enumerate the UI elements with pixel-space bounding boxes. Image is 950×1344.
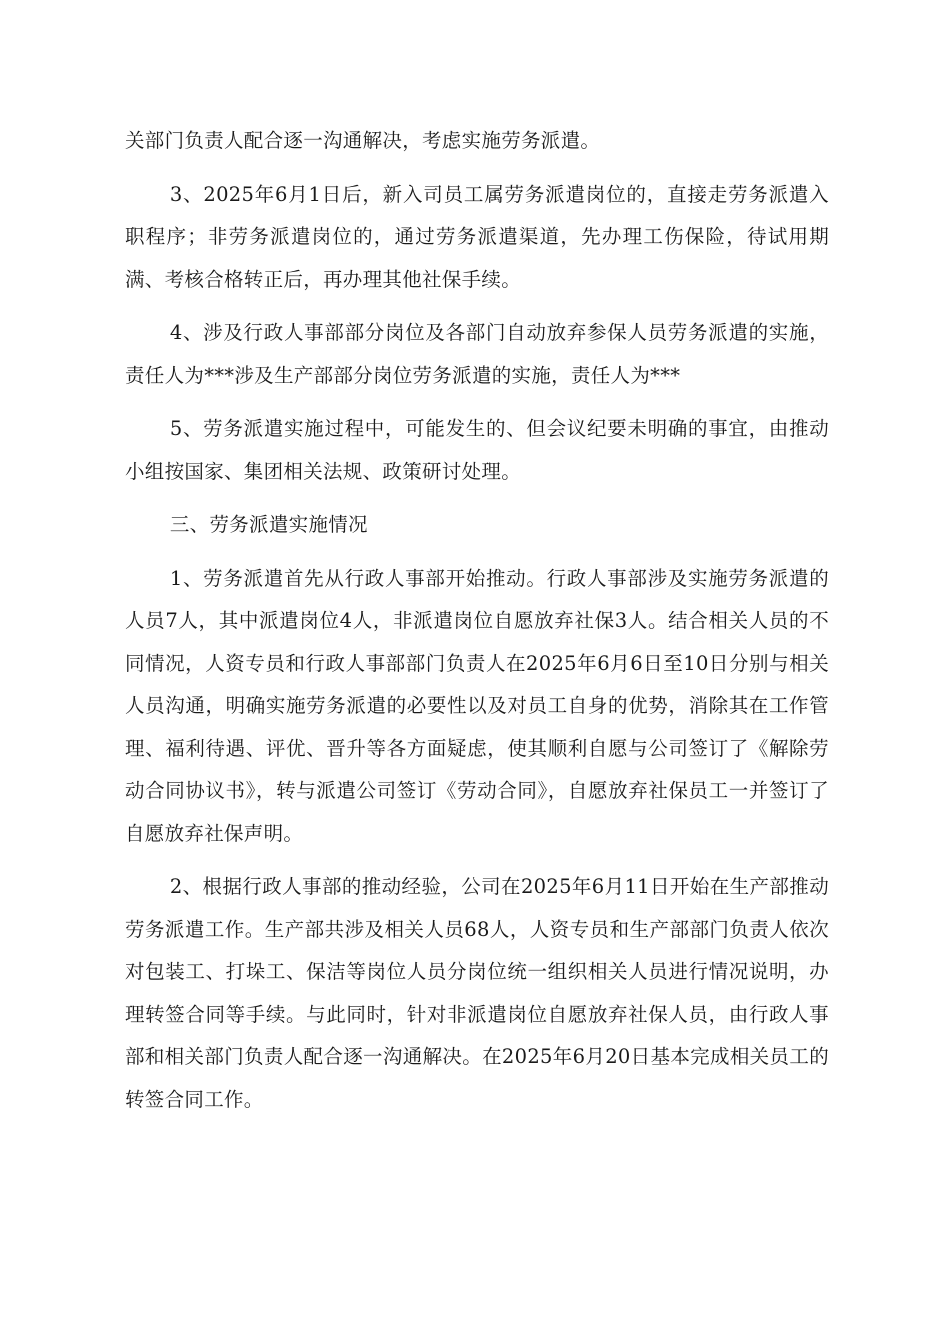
document-body <box>125 120 829 1121</box>
paragraph-section-item-2: 2、根据行政人事部的推动经验，公司在2025年6月11日开始在生产部推动劳务派遣工作。生产部共涉及相关人员68人，人资专员和生产部部门负责人依次对包装工、打垛工、保洁等岗位人员分岗位统一组织相关人员进行情况说明，办理转签合同等手续。与此同时，针对非派遣岗位自愿放弃社保人员，由行政人事部和相关部门负责人配合逐一沟通解决。在2025年6月20日基本完成相关员工的转签合同工作。 <box>125 875 829 1111</box>
paragraph-item-3: 3、2025年6月1日后，新入司员工属劳务派遣岗位的，直接走劳务派遣入职程序；非劳务派遣岗位的，通过劳务派遣渠道，先办理工伤保险，待试用期满、考核合格转正后，再办理其他社保手续。 <box>125 182 829 291</box>
paragraph-continuation: 关部门负责人配合逐一沟通解决，考虑实施劳务派遣。 <box>125 129 601 152</box>
section-heading: 三、劳务派遣实施情况 <box>169 513 368 536</box>
paragraph-item-5: 5、劳务派遣实施过程中，可能发生的、但会议纪要未明确的事宜，由推动小组按国家、集团相关法规、政策研讨处理。 <box>125 417 829 483</box>
paragraph-item-4: 4、涉及行政人事部部分岗位及各部门自动放弃参保人员劳务派遣的实施，责任人为***涉及生产部部分岗位劳务派遣的实施，责任人为*** <box>125 321 829 387</box>
paragraph-section-item-1: 1、劳务派遣首先从行政人事部开始推动。行政人事部涉及实施劳务派遣的人员7人，其中派遣岗位4人，非派遣岗位自愿放弃社保3人。结合相关人员的不同情况，人资专员和行政人事部部门负责人在2025年6月6日至10日分别与相关人员沟通，明确实施劳务派遣的必要性以及对员工自身的优势，消除其在工作管理、福利待遇、评优、晋升等各方面疑虑，使其顺利自愿与公司签订了《解除劳动合同协议书》，转与派遣公司签订《劳动合同》，自愿放弃社保员工一并签订了自愿放弃社保声明。 <box>125 566 829 845</box>
